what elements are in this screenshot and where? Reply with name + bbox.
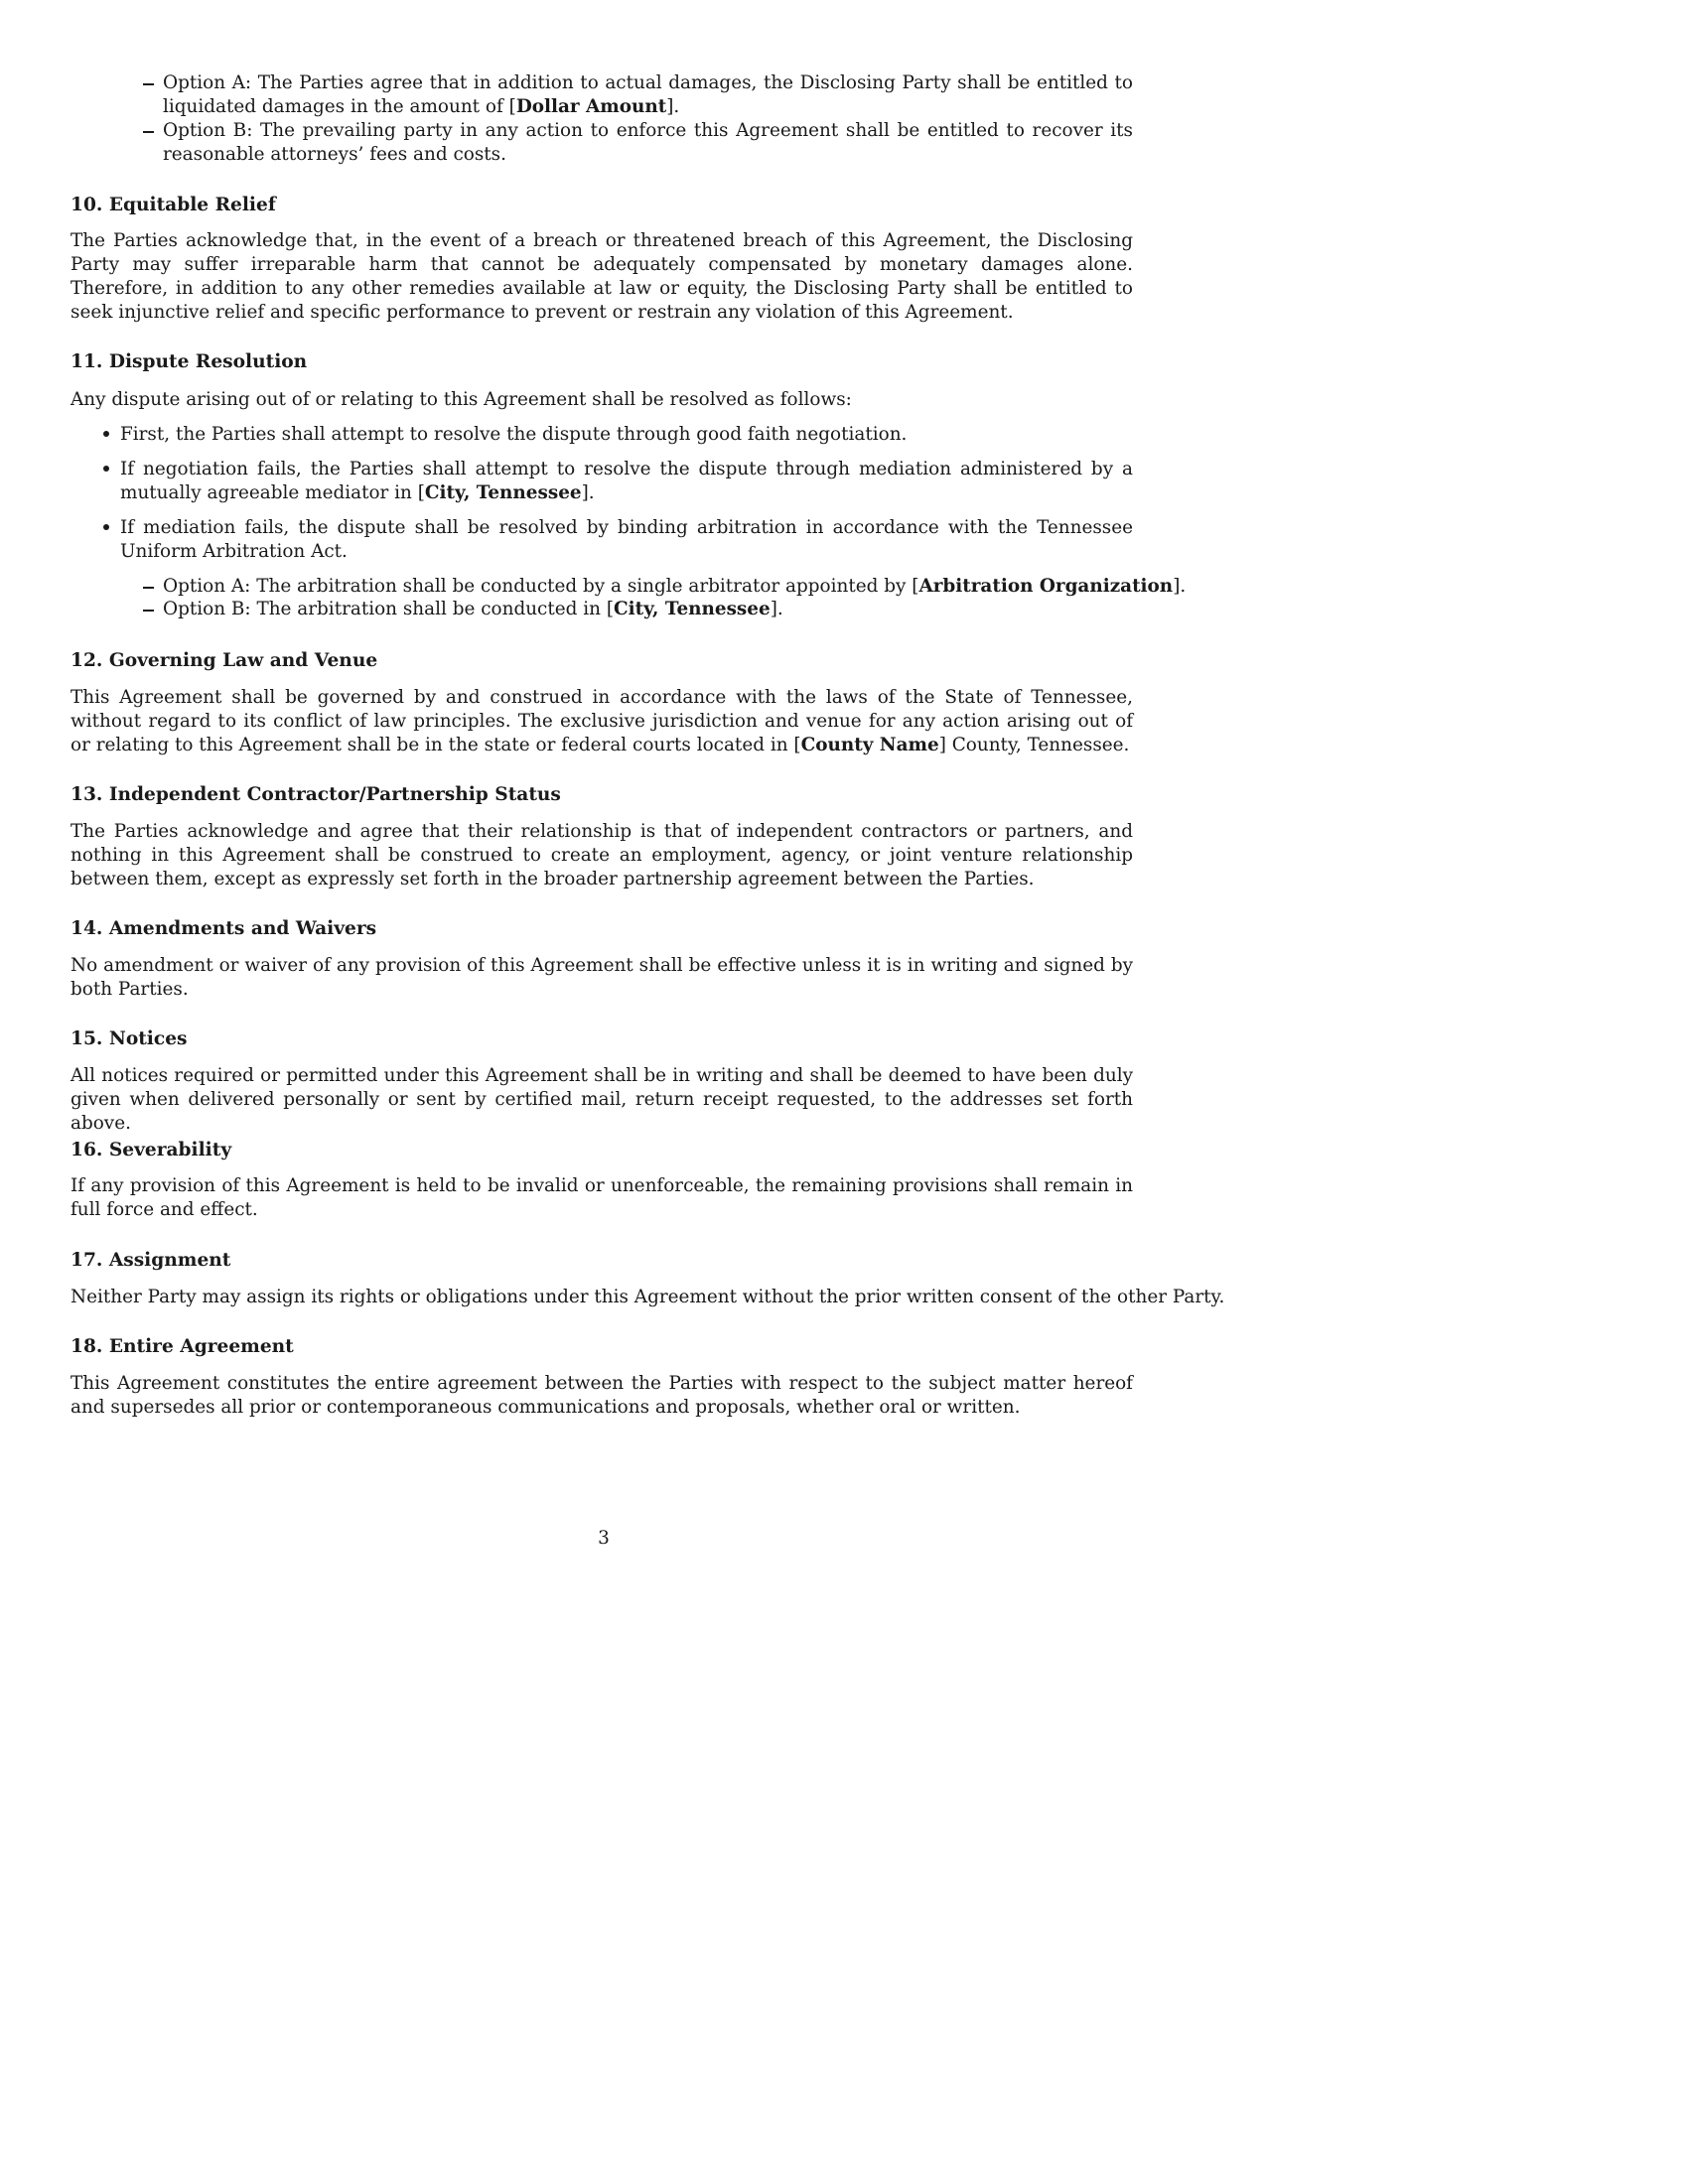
section-10-heading: 10. Equitable Relief [70, 195, 276, 215]
section-15-body: All notices required or permitted under this Agreement shall be in writing and shall be deemed to have been duly given when delivered personally or sent by certified mail, return receipt requested, to the addresses set forth above. [70, 1065, 1133, 1134]
section-14-heading: 14. Amendments and Waivers [70, 918, 377, 939]
section-13-body: The Parties acknowledge and agree that their relationship is that of independent contractors or partners, and nothing in this Agreement shall be construed to create an employment, agency, or joint venture relationship between them, except as expressly set forth in the broader partnership agreement between the Parties. [70, 821, 1133, 889]
section-11-intro: Any dispute arising out of or relating to this Agreement shall be resolved as follows: [70, 389, 852, 410]
section-18-body: This Agreement constitutes the entire agreement between the Parties with respect to the subject matter hereof and supersedes all prior or contemporaneous communications and proposals, whether oral or written. [70, 1373, 1133, 1418]
section-17-body: Neither Party may assign its rights or obligations under this Agreement without the prior written consent of the other Party. [70, 1287, 1225, 1307]
liquidated-option-a: Option A: The Parties agree that in addition to actual damages, the Disclosing Party shall be entitled to liquidated damages in the amount of [Dollar Amount]. [163, 72, 1133, 117]
section-16-heading: 16. Severability [70, 1140, 232, 1160]
section-17-heading: 17. Assignment [70, 1250, 231, 1271]
section-11-bullet-1: First, the Parties shall attempt to resolve the dispute through good faith negotiation. [120, 424, 908, 445]
section-11-option-b: Option B: The arbitration shall be conducted in [City, Tennessee]. [163, 599, 783, 619]
section-11-heading: 11. Dispute Resolution [70, 351, 308, 372]
section-11-bullet-3: If mediation fails, the dispute shall be resolved by binding arbitration in accordance with the Tennessee Uniform Arbitration Act. [120, 517, 1133, 562]
liquidated-option-b: Option B: The prevailing party in any action to enforce this Agreement shall be entitled to recover its reasonable attorneys’ fees and costs. [163, 120, 1133, 165]
section-18-heading: 18. Entire Agreement [70, 1336, 294, 1357]
section-10-body: The Parties acknowledge that, in the event of a breach or threatened breach of this Agreement, the Disclosing Party may suffer irreparable harm that cannot be adequately compensated by monetary damages alone. Therefore, in addition to any other remedies available at law or equity, the Disclosing Party shall be entitled to seek injunctive relief and specific performance to prevent or restrain any violation of this Agreement. [70, 230, 1133, 323]
dash-marker [143, 131, 154, 133]
section-14-body: No amendment or waiver of any provision of this Agreement shall be effective unless it is in writing and signed by both Parties. [70, 955, 1133, 1000]
dash-marker [143, 610, 154, 612]
dash-marker [143, 587, 154, 589]
section-11-option-a: Option A: The arbitration shall be conducted by a single arbitrator appointed by [Arbitration Organization]. [163, 576, 1187, 597]
dash-marker [143, 83, 154, 85]
section-12-heading: 12. Governing Law and Venue [70, 650, 378, 671]
bullet-marker [103, 524, 109, 530]
section-12-body: This Agreement shall be governed by and construed in accordance with the laws of the State of Tennessee, without regard to its conflict of law principles. The exclusive jurisdiction and venue for any action arising out of or relating to this Agreement shall be in the state or federal courts located in [County Name] County, Tennessee. [70, 687, 1133, 755]
section-15-heading: 15. Notices [70, 1028, 188, 1049]
bullet-marker [103, 431, 109, 437]
page-number: 3 [598, 1528, 610, 1549]
section-16-body: If any provision of this Agreement is held to be invalid or unenforceable, the remaining provisions shall remain in full force and effect. [70, 1175, 1133, 1220]
section-11-bullet-2: If negotiation fails, the Parties shall attempt to resolve the dispute through mediation administered by a mutually agreeable mediator in [City, Tennessee]. [120, 459, 1133, 503]
section-13-heading: 13. Independent Contractor/Partnership Status [70, 784, 561, 805]
bullet-marker [103, 466, 109, 472]
